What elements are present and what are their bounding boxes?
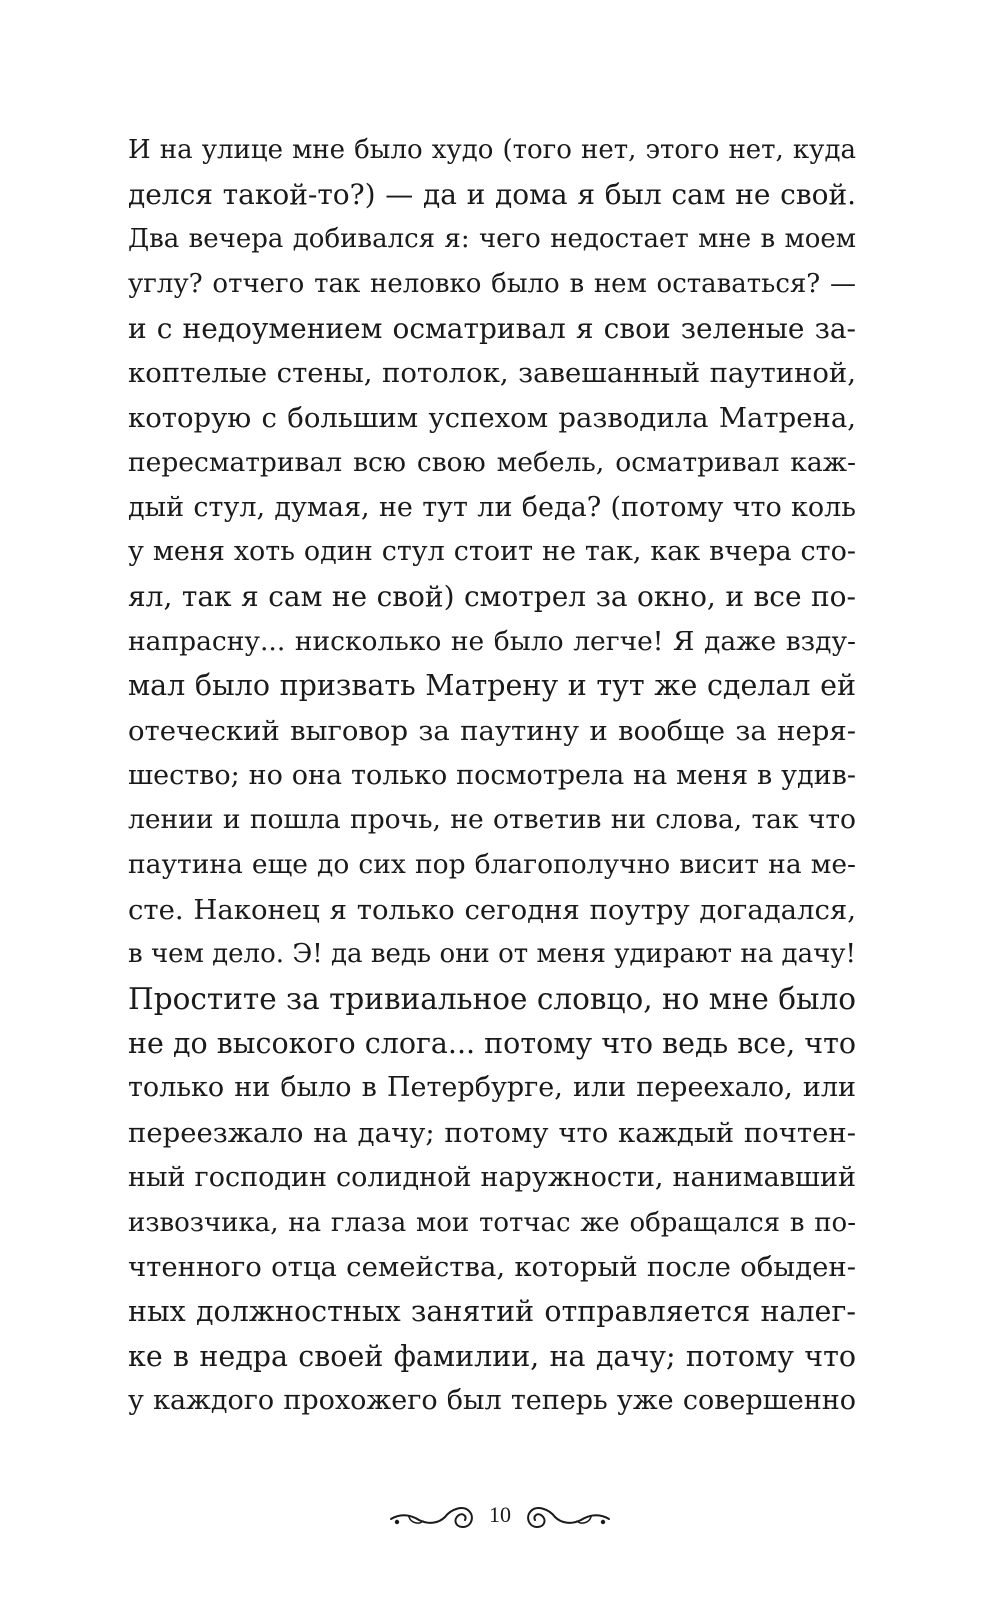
text-line: делся такой-то?) — да и дома я был сам не свой. [128,177,856,211]
text-line: чтенного отца семейства, который после обыден- [128,1251,856,1284]
text-line: напрасну... нисколько не было легче! Я даже взду- [128,625,856,657]
text-line: у каждого прохожего был теперь уже совершенно [128,1385,856,1417]
swirl-ornament-left-icon [389,1495,479,1535]
body-text [128,128,856,1424]
text-line: ял, так я сам не свой) смотрел за окно, и все по- [128,579,856,613]
text-line: сте. Наконец я только сегодня поутру догадался, [128,893,856,926]
text-line: ке в недра своей фамилии, на дачу; потому что [128,1339,856,1373]
text-line: Два вечера добивался я: чего недостает мне в моем [128,224,856,255]
text-line: дый стул, думая, не тут ли беда? (потому что коль [128,491,856,523]
text-line: коптелые стены, потолок, завешанный паутиной, [128,357,856,390]
swirl-ornament-right-icon [521,1495,611,1535]
text-line: Простите за тривиальное словцо, но мне было [128,982,856,1017]
text-line: и с недоумением осматривал я свои зеленые за- [128,311,856,345]
text-line: углу? отчего так неловко было в нем оставаться? — [128,269,856,300]
text-line: переезжало на дачу; потому что каждый почтен- [128,1117,856,1150]
page-footer [0,1490,1000,1540]
text-line: не до высокого слога... потому что ведь все, что [128,1026,856,1060]
text-line: у меня хоть один стул стоит не так, как вчера сто- [128,536,856,568]
text-line: шество; но она только посмотрела на меня в удив- [128,759,856,791]
text-line: только ни было в Петербурге, или переехало, или [128,1072,856,1104]
text-line: ных должностных занятий отправляется налег- [128,1294,856,1328]
text-line: извозчика, на глаза мои тотчас же обращался в по- [128,1207,856,1238]
page-number: 10 [489,1502,511,1527]
text-line: отеческий выговор за паутину и вообще за неря- [128,714,856,747]
text-line: в чем дело. Э! да ведь они от меня удирают на дачу! [128,939,856,970]
text-line: паутина еще до сих пор благополучно висит на ме- [128,849,856,880]
text-line: которую с большим успехом разводила Матрена, [128,402,856,435]
text-line: пересматривал всю свою мебель, осматривал каж- [128,446,856,478]
text-line: мал было призвать Матрену и тут же сделал ей [128,669,856,703]
text-line: лении и пошла прочь, не ответив ни слова, так что [128,804,856,836]
text-line: И на улице мне было худо (того нет, этого нет, куда [128,135,856,165]
text-line: ный господин солидной наружности, нанимавший [128,1161,856,1193]
